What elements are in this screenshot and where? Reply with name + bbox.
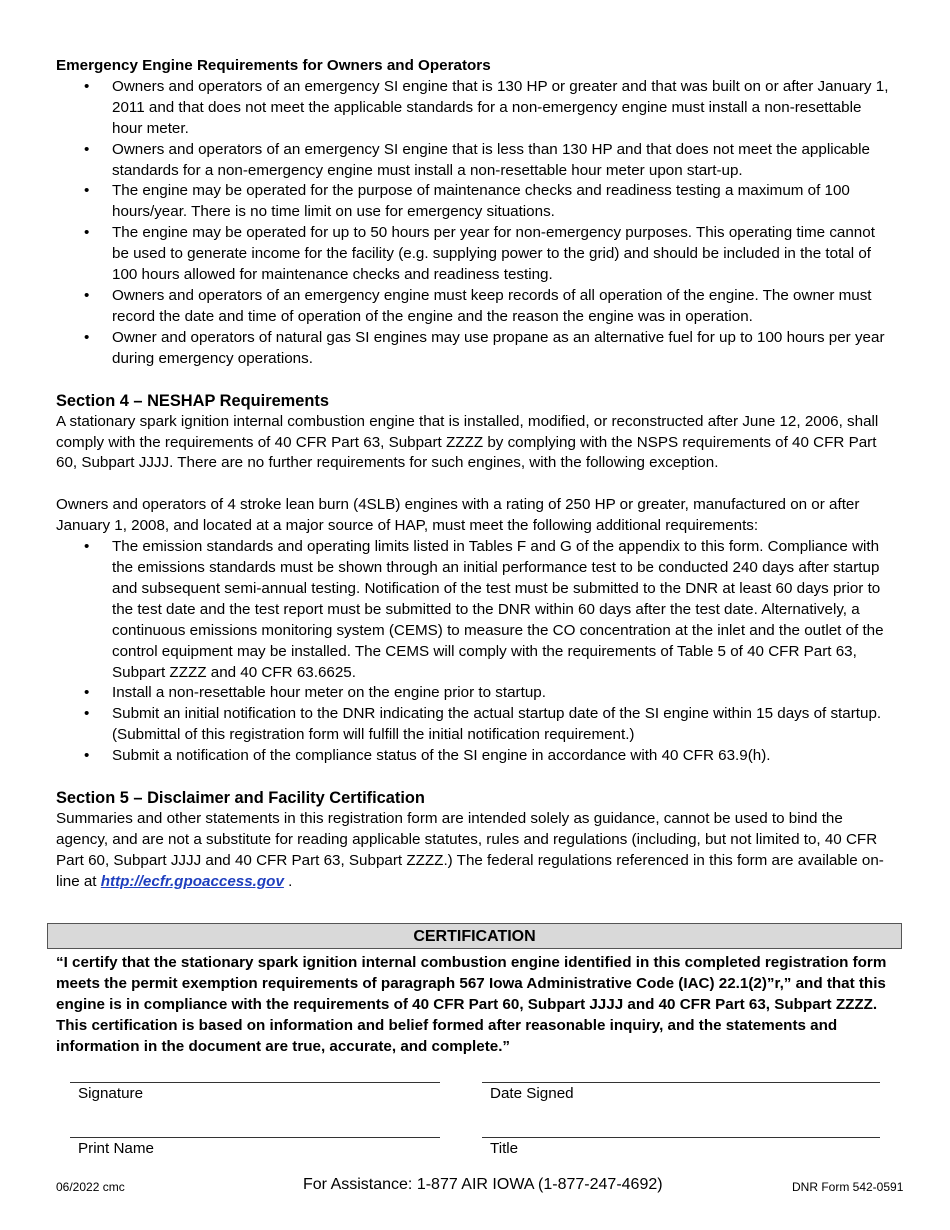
- signature-label: Signature: [78, 1085, 144, 1102]
- title-line[interactable]: [482, 1137, 880, 1138]
- print-name-line[interactable]: [70, 1137, 440, 1138]
- list-item: • Owner and operators of natural gas SI engines may use propane as an alternative fuel for up to 100 hours per year during emergency operations.: [112, 328, 896, 370]
- list-item: • The engine may be operated for the purpose of maintenance checks and readiness testing a maximum of 100 hours/year. There is no time limit on use for emergency situations.: [112, 181, 896, 223]
- print-name-label: Print Name: [78, 1140, 154, 1157]
- signature-line[interactable]: [70, 1082, 440, 1083]
- section5-paragraph: [56, 809, 896, 893]
- footer-form-number: DNR Form 542-0591: [792, 1180, 904, 1194]
- section5-text: Summaries and other statements in this registration form are intended solely as guidance, cannot be used to bind the agency, and are not a substitute for reading applicable statutes, rules and regulations (including, but not limited to, 40 CFR Part 60, Subpart JJJJ and 40 CFR Part 63, Subpart ZZZZ.) The federal regulations referenced in this form are available on-line at: [56, 810, 884, 890]
- section5-heading: Section 5 – Disclaimer and Facility Certification: [56, 789, 425, 808]
- section5-after-link: .: [283, 872, 293, 890]
- list-item: • Install a non-resettable hour meter on the engine prior to startup.: [112, 683, 896, 704]
- section4-paragraph: A stationary spark ignition internal combustion engine that is installed, modified, or reconstructed after June 12, 2006, shall comply with the requirements of 40 CFR Part 63, Subpart ZZZZ by complying with the NSPS requirements of 40 CFR Part 60, Subpart JJJJ. There are no further requirements for such engines, with the following exception.: [56, 412, 879, 472]
- section4-heading: Section 4 – NESHAP Requirements: [56, 391, 329, 410]
- list-item: • Submit an initial notification to the DNR indicating the actual startup date of the SI engine within 15 days of startup. (Submittal of this registration form will fulfill the initial notification requirement.): [112, 704, 896, 746]
- certification-header: CERTIFICATION: [47, 923, 902, 949]
- list-item: • Owners and operators of an emergency SI engine that is less than 130 HP and that does not meet the applicable standards for a non-emergency engine must install a non-resettable hour meter upon start-up.: [112, 140, 896, 182]
- list-item: • Owners and operators of an emergency engine must keep records of all operation of the engine. The owner must record the date and time of operation of the engine and the reason the engine was in operation.: [112, 286, 896, 328]
- document-body: [56, 56, 896, 893]
- footer-date-code: 06/2022 cmc: [56, 1180, 125, 1194]
- list-item: • Owners and operators of an emergency SI engine that is 130 HP or greater and that was built on or after January 1, 2011 and that does not meet the applicable standards for a non-emergency engine must install a non-resettable hour meter.: [112, 77, 896, 140]
- list-item: • The engine may be operated for up to 50 hours per year for non-emergency purposes. This operating time cannot be used to generate income for the facility (e.g. supplying power to the grid) and should be included in the total of 100 hours allowed for maintenance checks and readiness testing.: [112, 223, 896, 286]
- date-signed-line[interactable]: [482, 1082, 880, 1083]
- list-item: • The emission standards and operating limits listed in Tables F and G of the appendix to this form. Compliance with the emissions standards must be shown through an initial performance test to be conducted 240 days after startup and subsequent semi-annual testing. Notification of the test must be submitted to the DNR at least 60 days prior to the test date and the test report must be submitted to the DNR within 60 days after the test date. Alternatively, a continuous emissions monitoring system (CEMS) to measure the CO concentration at the inlet and the outlet of the control equipment may be installed. The CEMS will comply with the requirements of Table 5 of 40 CFR Part 63, Subpart ZZZZ and 40 CFR 63.6625.: [112, 537, 896, 683]
- section4-paragraph-2: Owners and operators of 4 stroke lean burn (4SLB) engines with a rating of 250 HP or greater, manufactured on or after January 1, 2008, and located at a major source of HAP, must meet the following additional requirements:: [56, 496, 860, 535]
- emergency-list: [56, 77, 896, 370]
- certification-statement: “I certify that the stationary spark ignition internal combustion engine identified in this completed registration form meets the permit exemption requirements of paragraph 567 Iowa Administrative Code (IAC) 22.1(2)”r,” and that this engine is in compliance with the requirements of 40 CFR Part 60, Subpart JJJJ and 40 CFR Part 63, Subpart ZZZZ. This certification is based on information and belief formed after reasonable inquiry, and the statements and information in the document are true, accurate, and complete.”: [56, 954, 887, 1055]
- section4-list: [56, 537, 896, 767]
- list-item: • Submit a notification of the compliance status of the SI engine in accordance with 40 CFR 63.9(h).: [112, 746, 896, 767]
- ecfr-link[interactable]: http://ecfr.gpoaccess.gov: [100, 872, 284, 890]
- footer-assistance: For Assistance: 1-877 AIR IOWA (1-877-247-4692): [303, 1176, 663, 1193]
- title-label: Title: [490, 1140, 519, 1157]
- date-signed-label: Date Signed: [490, 1085, 574, 1102]
- emergency-heading: Emergency Engine Requirements for Owners and Operators: [56, 57, 491, 74]
